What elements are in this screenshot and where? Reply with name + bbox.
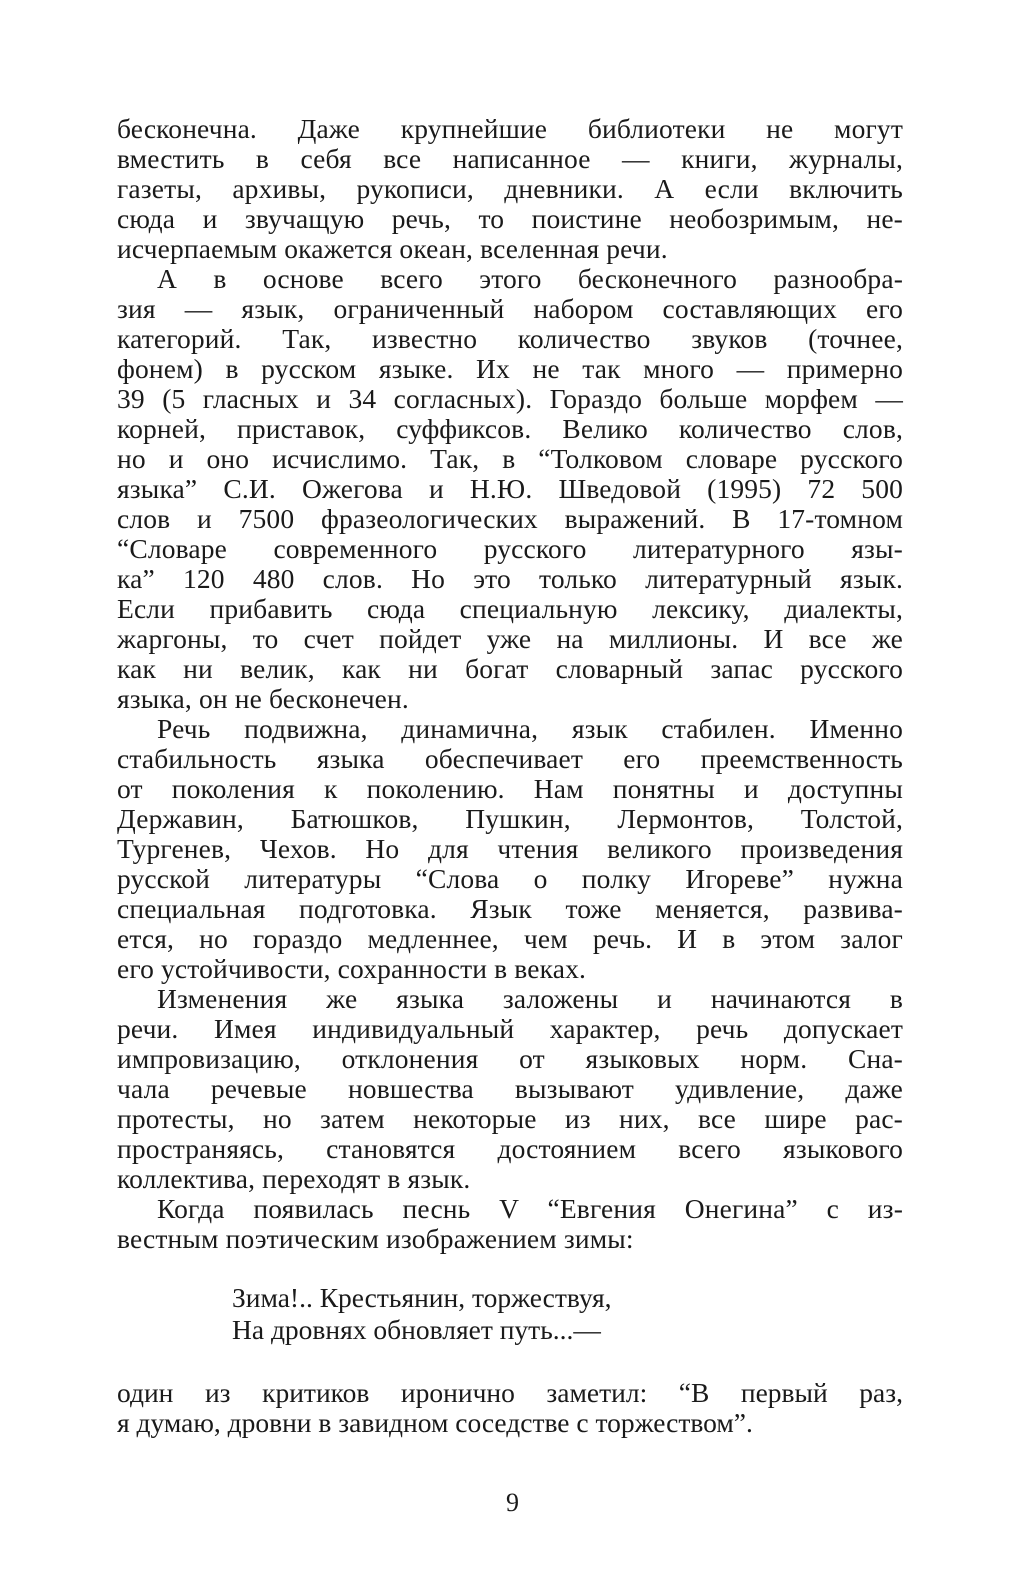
paragraph-line: 39 (5 гласных и 34 согласных). Гораздо больше морфем —	[117, 383, 903, 414]
page-number: 9	[506, 1488, 519, 1517]
paragraph-line: Изменения же языка заложены и начинаются в	[157, 983, 903, 1014]
paragraph-line: А в основе всего этого бесконечного разнообра-	[157, 263, 903, 294]
paragraph-line: чала речевые новшества вызывают удивление, даже	[117, 1073, 903, 1104]
paragraph-line: протесты, но затем некоторые из них, все шире рас-	[117, 1103, 903, 1134]
paragraph-line: “Словаре современного русского литературного язы-	[117, 533, 903, 564]
paragraph-line: коллектива, переходят в язык.	[117, 1163, 471, 1194]
paragraph-line: как ни велик, как ни богат словарный запас русского	[117, 653, 903, 684]
paragraph-line: его устойчивости, сохранности в веках.	[117, 953, 586, 984]
paragraph-line: фонем) в русском языке. Их не так много — примерно	[117, 353, 903, 384]
main-text	[117, 114, 903, 1254]
paragraph-line: Когда появилась песнь V “Евгения Онегина” с из-	[157, 1193, 903, 1224]
paragraph-line: Державин, Батюшков, Пушкин, Лермонтов, Толстой,	[117, 803, 903, 834]
paragraph-line: Тургенев, Чехов. Но для чтения великого произведения	[117, 833, 903, 864]
paragraph-line: импровизацию, отклонения от языковых норм. Сна-	[117, 1043, 903, 1074]
paragraph-line: зия — язык, ограниченный набором составляющих его	[117, 293, 903, 324]
paragraph-line: вместить в себя все написанное — книги, журналы,	[117, 143, 903, 174]
paragraph-line: Речь подвижна, динамична, язык стабилен. Именно	[157, 713, 903, 744]
paragraph-line: речи. Имея индивидуальный характер, речь допускает	[117, 1013, 903, 1044]
paragraph-line: русской литературы “Слова о полку Игореве” нужна	[117, 863, 903, 894]
paragraph-line: жаргоны, то счет пойдет уже на миллионы. И все же	[117, 623, 903, 654]
paragraph-line: но и оно исчислимо. Так, в “Толковом словаре русского	[117, 443, 903, 474]
paragraph-line: языка, он не бесконечен.	[117, 683, 409, 714]
paragraph-line: газеты, архивы, рукописи, дневники. А если включить	[117, 173, 903, 204]
paragraph-line: ется, но гораздо медленнее, чем речь. И в этом залог	[117, 923, 903, 954]
paragraph-line: слов и 7500 фразеологических выражений. В 17-томном	[117, 503, 903, 534]
paragraph	[117, 1194, 903, 1254]
paragraph-line: стабильность языка обеспечивает его преемственность	[117, 743, 903, 774]
verse-line: На дровнях обновляет путь...—	[232, 1314, 601, 1345]
paragraph-line: исчерпаемым окажется океан, вселенная речи.	[117, 233, 668, 264]
paragraph-line: языка” С.И. Ожегова и Н.Ю. Шведовой (1995) 72 500	[117, 473, 903, 504]
paragraph-line: специальная подготовка. Язык тоже меняется, развива-	[117, 893, 903, 924]
paragraph-line: от поколения к поколению. Нам понятны и доступны	[117, 773, 903, 804]
paragraph-line: пространяясь, становятся достоянием всего языкового	[117, 1133, 903, 1164]
paragraph-line: вестным поэтическим изображением зимы:	[117, 1223, 634, 1254]
paragraph-line: один из критиков иронично заметил: “В первый раз,	[117, 1377, 903, 1408]
paragraph-line: корней, приставок, суффиксов. Велико количество слов,	[117, 413, 903, 444]
paragraph	[117, 984, 903, 1194]
paragraph	[117, 264, 903, 714]
paragraph	[117, 114, 903, 264]
paragraph-line: ка” 120 480 слов. Но это только литературный язык.	[117, 563, 903, 594]
paragraph	[117, 714, 903, 984]
paragraph-line: бесконечна. Даже крупнейшие библиотеки не могут	[117, 113, 903, 144]
paragraph-line: я думаю, дровни в завидном соседстве с торжеством”.	[117, 1407, 753, 1438]
closing-paragraph	[117, 1378, 903, 1438]
paragraph-line: сюда и звучащую речь, то поистине необозримым, не-	[117, 203, 903, 234]
verse-line: Зима!.. Крестьянин, торжествуя,	[232, 1282, 612, 1313]
verse-quote	[232, 1282, 832, 1346]
paragraph-line: Если прибавить сюда специальную лексику, диалекты,	[117, 593, 903, 624]
paragraph-line: категорий. Так, известно количество звуков (точнее,	[117, 323, 903, 354]
